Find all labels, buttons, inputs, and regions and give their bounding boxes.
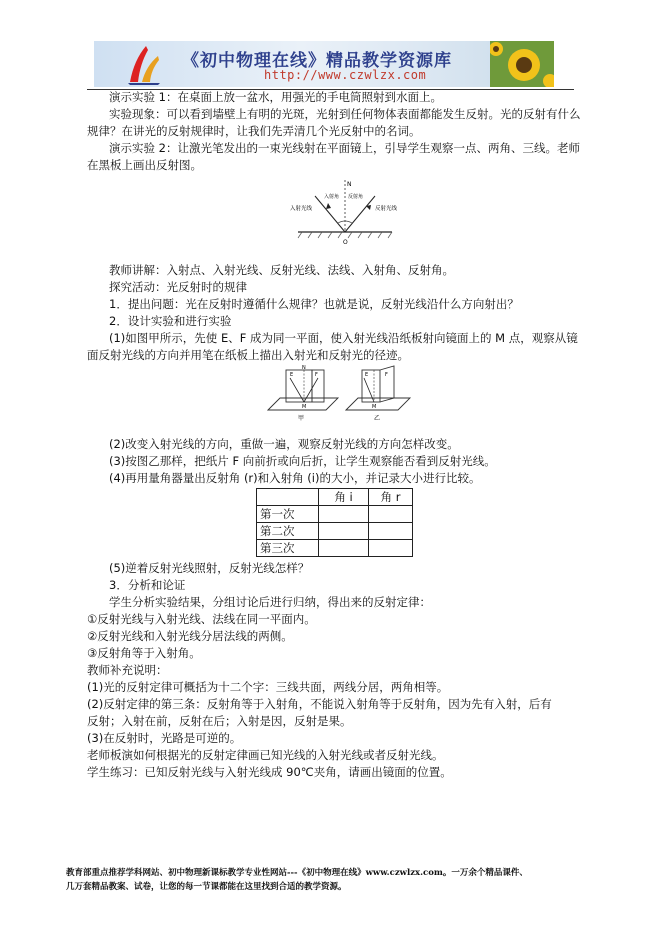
fig2-board-e-b: E [365,372,369,378]
paragraph-analysis: 3．分析和论证 [109,578,186,592]
paragraph-demonstration: 老师板演如何根据光的反射定律画已知光线的入射光线或者反射光线。 [87,748,444,762]
board-experiment-diagram [264,364,414,422]
fig2-board-f-a: F [315,372,318,378]
fig1-normal-label: N [347,181,352,188]
fig2-board-f-b: F [385,372,388,378]
paragraph-step1-cont: 面反射光线的方向并用笔在纸板上描出入射光和反射光的径迹。 [87,348,409,362]
banner-title: 《初中物理在线》精品教学资源库 [182,51,452,71]
angle-record-table [256,488,413,557]
table-row-label: 第一次 [257,506,319,523]
fig2-point-b: M [372,404,377,410]
paragraph-step4: (4)再用量角器量出反射角 (r)和入射角 (i)的大小，并记录大小进行比较。 [109,471,481,485]
table-header-row [257,489,413,506]
paragraph-phenomenon: 实验现象：可以看到墙壁上有明的光斑，光射到任何物体表面都能发生反射。光的反射有什么 [109,107,581,121]
table-cell[interactable] [319,540,369,557]
fig1-point-label: O [343,239,348,246]
fig1-reflected-label: 反射光线 [375,206,398,212]
paragraph-step2: (2)改变入射光线的方向，重做一遍，观察反射光线的方向怎样改变。 [109,437,459,451]
paragraph-demo2-cont: 在黑板上画出反射图。 [87,158,202,172]
paragraph-teacher-note: 教师补充说明： [87,663,168,677]
table-cell[interactable] [319,506,369,523]
paragraph-step5: (5)逆着反射光线照射，反射光线怎样？ [109,561,310,575]
fig1-reflected-angle: 反射角 [348,194,364,200]
note-item-2: (2)反射定律的第三条：反射角等于入射角，不能说入射角等于反射角，因为先有入射，后有 [87,697,552,711]
site-logo-icon [124,42,164,86]
reflection-diagram [290,176,400,246]
table-row-label: 第三次 [257,540,319,557]
paragraph-design: 2．设计实验和进行实验 [109,314,232,328]
table-header-cell: 角 i [319,489,369,506]
table-cell[interactable] [319,523,369,540]
note-item-2-cont: 反射；入射在前，反射在后；入射是因，反射是果。 [87,714,352,728]
table-row-label: 第二次 [257,523,319,540]
paragraph-demo1: 演示实验 1：在桌面上放一盆水，用强光的手电筒照射到水面上。 [109,90,442,104]
law-item-3: ③反射角等于入射角。 [87,646,201,660]
sunflower-icon [490,41,554,87]
table-cell[interactable] [369,523,413,540]
fig2-label-a: 甲 [298,415,305,422]
law-item-1: ①反射光线与入射光线、法线在同一平面内。 [87,612,316,626]
fig2-label-b: 乙 [374,415,381,422]
note-item-3: (3)在反射时，光路是可逆的。 [87,731,242,745]
fig1-incident-label: 入射光线 [290,206,313,212]
fig2-normal-a: N [302,365,306,371]
paragraph-step1: (1)如图甲所示，先使 E、F 成为同一平面，使入射光线沿纸板射向镜面上的 M 点，观察从镜 [109,331,578,345]
table-header-cell [257,489,319,506]
paragraph-explanation: 教师讲解：入射点、入射光线、反射光线、法线、入射角、反射角。 [109,263,454,277]
footer-line-2: 几万套精品教案、试卷，让您的每一节课都能在这里找到合适的教学资源。 [66,882,347,892]
fig2-board-e-a: E [290,372,294,378]
paragraph-summary: 学生分析实验结果，分组讨论后进行归纳，得出来的反射定律： [109,595,431,609]
paragraph-question: 1．提出问题：光在反射时遵循什么规律？也就是说，反射光线沿什么方向射出？ [109,297,519,311]
table-cell[interactable] [369,506,413,523]
paragraph-exercise: 学生练习：已知反射光线与入射光线成 90℃夹角，请画出镜面的位置。 [87,765,452,779]
fig1-incident-angle: 入射角 [324,194,340,200]
table-row [257,523,413,540]
paragraph-demo2: 演示实验 2：让激光笔发出的一束光线射在平面镜上，引导学生观察一点、两角、三线。老师 [109,141,580,155]
paragraph-step3: (3)按图乙那样，把纸片 F 向前折或向后折，让学生观察能否看到反射光线。 [109,454,496,468]
table-cell[interactable] [369,540,413,557]
banner-url[interactable]: http://www.czwlzx.com [264,68,427,82]
paragraph-phenomenon-cont: 规律？在讲光的反射规律时，让我们先弄清几个光反射中的名词。 [87,124,421,138]
footer-line-1: 教育部重点推荐学科网站、初中物理新课标教学专业性网站---《初中物理在线》www.czwlzx.com。一万余个精品课件、 [66,868,528,878]
table-row [257,506,413,523]
law-item-2: ②反射光线和入射光线分居法线的两侧。 [87,629,293,643]
site-banner [94,41,554,87]
table-row [257,540,413,557]
note-item-1: (1)光的反射定律可概括为十二个字：三线共面，两线分居，两角相等。 [87,680,449,694]
table-header-cell: 角 r [369,489,413,506]
fig2-point-a: M [302,404,307,410]
paragraph-activity: 探究活动：光反射时的规律 [109,280,247,294]
